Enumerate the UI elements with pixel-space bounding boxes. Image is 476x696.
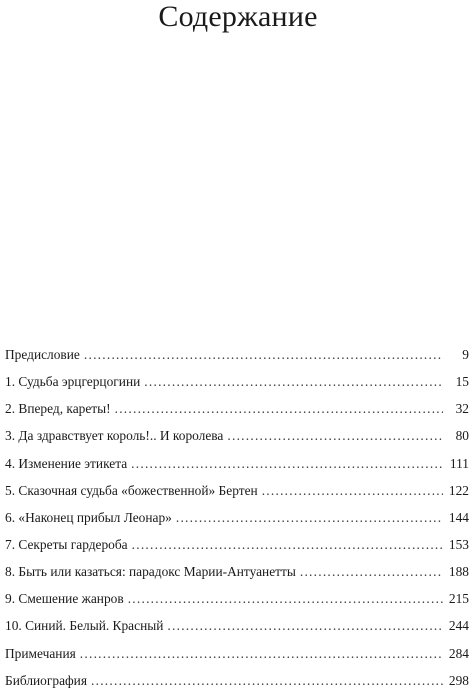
table-of-contents xyxy=(5,341,469,694)
toc-entry-chapter-7[interactable] xyxy=(5,531,469,558)
toc-entry-page: 284 xyxy=(448,645,469,661)
dot-leader xyxy=(91,667,443,694)
toc-entry-title: Примечания xyxy=(5,645,76,661)
dot-leader xyxy=(144,368,443,395)
toc-entry-page: 244 xyxy=(448,618,469,634)
dot-leader xyxy=(227,422,443,449)
toc-entry-title: 6. «Наконец прибыл Леонар» xyxy=(5,509,172,525)
toc-entry-page: 80 xyxy=(455,428,469,444)
toc-entry-title: 4. Изменение этикета xyxy=(5,455,128,471)
toc-entry-page: 32 xyxy=(455,401,469,417)
toc-entry-chapter-2[interactable] xyxy=(5,395,469,422)
toc-entry-title: 5. Сказочная судьба «божественной» Бертен xyxy=(5,482,258,498)
toc-entry-chapter-5[interactable] xyxy=(5,477,469,504)
toc-entry-title: 3. Да здравствует король!.. И королева xyxy=(5,428,224,444)
toc-entry-title: Библиография xyxy=(5,672,88,688)
toc-entry-page: 111 xyxy=(449,455,469,471)
toc-entry-chapter-8[interactable] xyxy=(5,558,469,585)
toc-entry-page: 9 xyxy=(462,347,469,362)
toc-entry-page: 15 xyxy=(455,374,469,390)
toc-entry-bibliography[interactable] xyxy=(5,667,469,694)
dot-leader xyxy=(176,504,443,531)
dot-leader xyxy=(300,558,443,585)
toc-entry-page: 188 xyxy=(448,564,469,580)
toc-entry-page: 122 xyxy=(448,482,469,498)
toc-entry-title: 2. Вперед, кареты! xyxy=(5,401,111,417)
dot-leader xyxy=(131,450,443,477)
toc-entry-notes[interactable] xyxy=(5,640,469,667)
toc-entry-page: 298 xyxy=(448,672,469,688)
toc-entry-chapter-4[interactable] xyxy=(5,450,469,477)
dot-leader xyxy=(262,477,443,504)
toc-entry-title: Предисловие xyxy=(5,347,80,362)
toc-entry-page: 144 xyxy=(448,509,469,525)
dot-leader xyxy=(115,395,443,422)
toc-entry-chapter-9[interactable] xyxy=(5,585,469,612)
toc-entry-chapter-3[interactable] xyxy=(5,422,469,449)
dot-leader xyxy=(132,531,443,558)
toc-entry-title: 1. Судьба эрцгерцогини xyxy=(5,374,141,390)
dot-leader xyxy=(167,612,443,639)
toc-entry-title: 10. Синий. Белый. Красный xyxy=(5,618,164,634)
toc-entry-title: 7. Секреты гардероба xyxy=(5,536,128,552)
page-title: Содержание xyxy=(158,0,318,33)
toc-entry-chapter-10[interactable] xyxy=(5,612,469,639)
toc-entry-chapter-6[interactable] xyxy=(5,504,469,531)
toc-entry-page: 153 xyxy=(448,536,469,552)
dot-leader xyxy=(80,640,443,667)
dot-leader xyxy=(128,585,443,612)
toc-entry-page: 215 xyxy=(448,591,469,607)
toc-entry-preface[interactable] xyxy=(5,341,469,368)
dot-leader xyxy=(84,341,443,368)
toc-entry-title: 8. Быть или казаться: парадокс Марии-Антуанетты xyxy=(5,564,296,580)
toc-entry-chapter-1[interactable] xyxy=(5,368,469,395)
toc-entry-title: 9. Смешение жанров xyxy=(5,591,124,607)
